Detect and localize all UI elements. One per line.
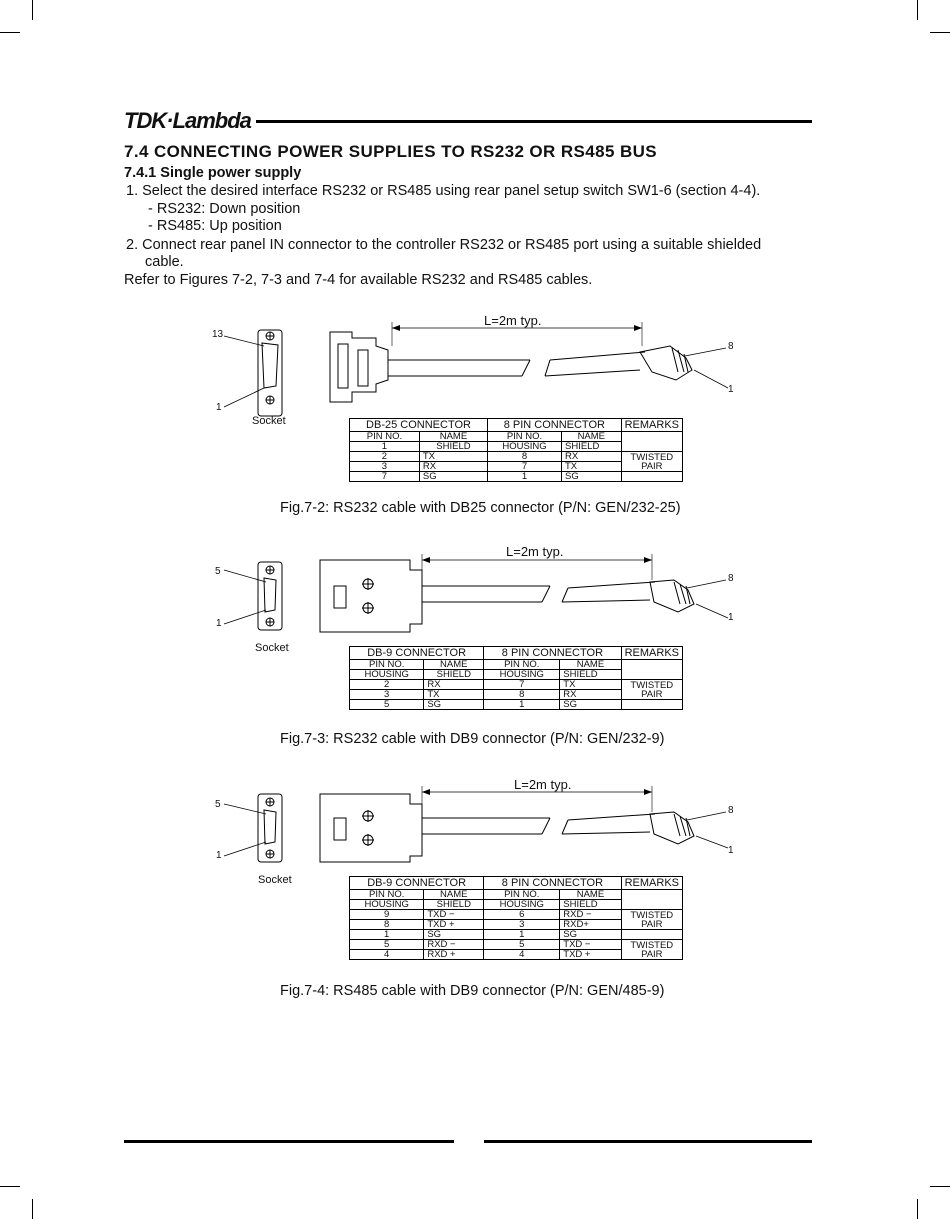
length-label: L=2m typ.	[484, 313, 542, 328]
crop-mark	[930, 1186, 950, 1187]
table-cell: SG	[562, 472, 622, 482]
plug-pin-label-bottom: 1	[728, 384, 734, 395]
table-header: REMARKS	[621, 419, 682, 432]
table-cell: 5	[350, 700, 424, 710]
column-header: NAME	[560, 660, 621, 670]
table-cell: RX	[560, 690, 621, 700]
socket-label: Socket	[252, 415, 286, 427]
pinout-table-db9-rs485	[349, 876, 683, 960]
table-cell: 4	[350, 950, 424, 960]
table-cell: HOUSING	[350, 670, 424, 680]
table-header: REMARKS	[621, 647, 682, 660]
table-cell: 4	[484, 950, 560, 960]
brand-logo: TDK·Lambda	[124, 108, 251, 133]
table-cell: 3	[484, 920, 560, 930]
table-remark: TWISTED PAIR	[621, 680, 682, 700]
table-header: 8 PIN CONNECTOR	[484, 647, 621, 660]
crop-mark	[930, 32, 950, 33]
subsection-title: 7.4.1 Single power supply	[124, 165, 302, 181]
crop-mark	[32, 0, 33, 20]
table-remark: TWISTED PAIR	[621, 940, 682, 960]
plug-pin-label-bottom: 1	[728, 845, 734, 856]
crop-mark	[917, 1199, 918, 1219]
table-cell: SG	[424, 930, 484, 940]
table-cell: RX	[424, 680, 484, 690]
table-cell: 7	[350, 472, 420, 482]
instruction-line: 1. Select the desired interface RS232 or RS485 using rear panel setup switch SW1-6 (section 4-4).	[126, 183, 761, 199]
table-header: REMARKS	[621, 877, 682, 890]
table-cell: HOUSING	[484, 670, 560, 680]
column-header: NAME	[419, 432, 487, 442]
socket-label: Socket	[258, 874, 292, 886]
table-header: DB-9 CONNECTOR	[350, 647, 484, 660]
figure-db25-cable-drawing	[200, 310, 740, 420]
table-header: DB-9 CONNECTOR	[350, 877, 484, 890]
table-cell: SHIELD	[424, 900, 484, 910]
table-cell: SG	[424, 700, 484, 710]
table-cell: 1	[350, 442, 420, 452]
table-cell: TXD +	[424, 920, 484, 930]
column-header: NAME	[562, 432, 622, 442]
db9-socket-drawing	[224, 794, 282, 862]
column-header: PIN NO.	[350, 890, 424, 900]
figure-db9-rs232-cable-drawing	[200, 540, 740, 640]
figure-caption: Fig.7-3: RS232 cable with DB9 connector (P/N: GEN/232-9)	[280, 731, 665, 747]
column-header: PIN NO.	[484, 890, 560, 900]
table-cell: TXD −	[424, 910, 484, 920]
table-header: 8 PIN CONNECTOR	[488, 419, 622, 432]
column-header: NAME	[560, 890, 621, 900]
table-cell: TX	[424, 690, 484, 700]
table-cell: 5	[484, 940, 560, 950]
pin-label-bottom: 1	[216, 618, 222, 629]
pin-label-bottom: 1	[216, 850, 222, 861]
pin-label-bottom: 1	[216, 402, 222, 413]
table-header: DB-25 CONNECTOR	[350, 419, 488, 432]
figure-caption: Fig.7-4: RS485 cable with DB9 connector (P/N: GEN/485-9)	[280, 983, 665, 999]
table-cell: 9	[350, 910, 424, 920]
table-remark: TWISTED PAIR	[621, 452, 682, 472]
table-cell: 7	[484, 680, 560, 690]
table-cell: 7	[488, 462, 562, 472]
crop-mark	[0, 1186, 20, 1187]
table-cell: SHIELD	[560, 900, 621, 910]
table-cell: TX	[419, 452, 487, 462]
db25-socket-drawing	[224, 330, 282, 416]
column-header: PIN NO.	[484, 660, 560, 670]
table-cell: RX	[419, 462, 487, 472]
table-cell: 8	[488, 452, 562, 462]
pinout-table-db9-rs232	[349, 646, 683, 710]
table-remark: TWISTED PAIR	[621, 910, 682, 930]
crop-mark	[0, 32, 20, 33]
table-cell: SHIELD	[419, 442, 487, 452]
table-cell: 1	[484, 700, 560, 710]
socket-label: Socket	[255, 642, 289, 654]
table-cell: 5	[350, 940, 424, 950]
table-cell: TXD −	[560, 940, 621, 950]
db9-socket-drawing	[224, 562, 282, 630]
table-header: 8 PIN CONNECTOR	[484, 877, 621, 890]
table-cell: HOUSING	[488, 442, 562, 452]
footer-rule-left	[124, 1140, 454, 1143]
instruction-line: cable.	[145, 254, 184, 270]
column-header: NAME	[424, 890, 484, 900]
table-cell: RX	[562, 452, 622, 462]
table-cell: TXD +	[560, 950, 621, 960]
column-header: PIN NO.	[488, 432, 562, 442]
table-cell: 1	[350, 930, 424, 940]
pin-label-top: 13	[212, 329, 224, 340]
plug-pin-label-top: 8	[728, 805, 734, 816]
figure-db9-rs485-cable-drawing	[200, 772, 740, 872]
table-cell: TX	[560, 680, 621, 690]
crop-mark	[32, 1199, 33, 1219]
column-header: PIN NO.	[350, 660, 424, 670]
table-cell: SHIELD	[560, 670, 621, 680]
footer-rule-right	[484, 1140, 812, 1143]
plug-pin-label-top: 8	[728, 341, 734, 352]
table-cell: 8	[484, 690, 560, 700]
length-label: L=2m typ.	[514, 777, 572, 792]
instruction-line: - RS485: Up position	[148, 218, 282, 234]
table-cell: SHIELD	[424, 670, 484, 680]
section-title: 7.4 CONNECTING POWER SUPPLIES TO RS232 OR RS485 BUS	[124, 142, 658, 161]
table-cell: SHIELD	[562, 442, 622, 452]
figure-caption: Fig.7-2: RS232 cable with DB25 connector (P/N: GEN/232-25)	[280, 500, 681, 516]
header-rule	[256, 120, 812, 123]
table-cell: 1	[488, 472, 562, 482]
column-header: PIN NO.	[350, 432, 420, 442]
pin-label-top: 5	[215, 799, 221, 810]
length-label: L=2m typ.	[506, 544, 564, 559]
pinout-table-db25	[349, 418, 683, 482]
table-cell: 1	[484, 930, 560, 940]
table-cell: TX	[562, 462, 622, 472]
table-cell: HOUSING	[350, 900, 424, 910]
table-cell: 2	[350, 452, 420, 462]
table-cell: 3	[350, 690, 424, 700]
table-cell: 2	[350, 680, 424, 690]
table-cell: HOUSING	[484, 900, 560, 910]
pin-label-top: 5	[215, 566, 221, 577]
table-cell: SG	[560, 930, 621, 940]
table-cell: SG	[419, 472, 487, 482]
plug-pin-label-top: 8	[728, 573, 734, 584]
crop-mark	[917, 0, 918, 20]
table-cell: SG	[560, 700, 621, 710]
column-header: NAME	[424, 660, 484, 670]
table-cell: 6	[484, 910, 560, 920]
table-cell: 3	[350, 462, 420, 472]
table-cell: RXD −	[560, 910, 621, 920]
instruction-line: 2. Connect rear panel IN connector to the controller RS232 or RS485 port using a suitable shielded	[126, 237, 762, 253]
plug-pin-label-bottom: 1	[728, 612, 734, 623]
instruction-line: Refer to Figures 7-2, 7-3 and 7-4 for available RS232 and RS485 cables.	[124, 272, 593, 288]
table-cell: RXD −	[424, 940, 484, 950]
table-cell: RXD +	[424, 950, 484, 960]
table-cell: 8	[350, 920, 424, 930]
instruction-line: - RS232: Down position	[148, 201, 301, 217]
table-cell: RXD+	[560, 920, 621, 930]
